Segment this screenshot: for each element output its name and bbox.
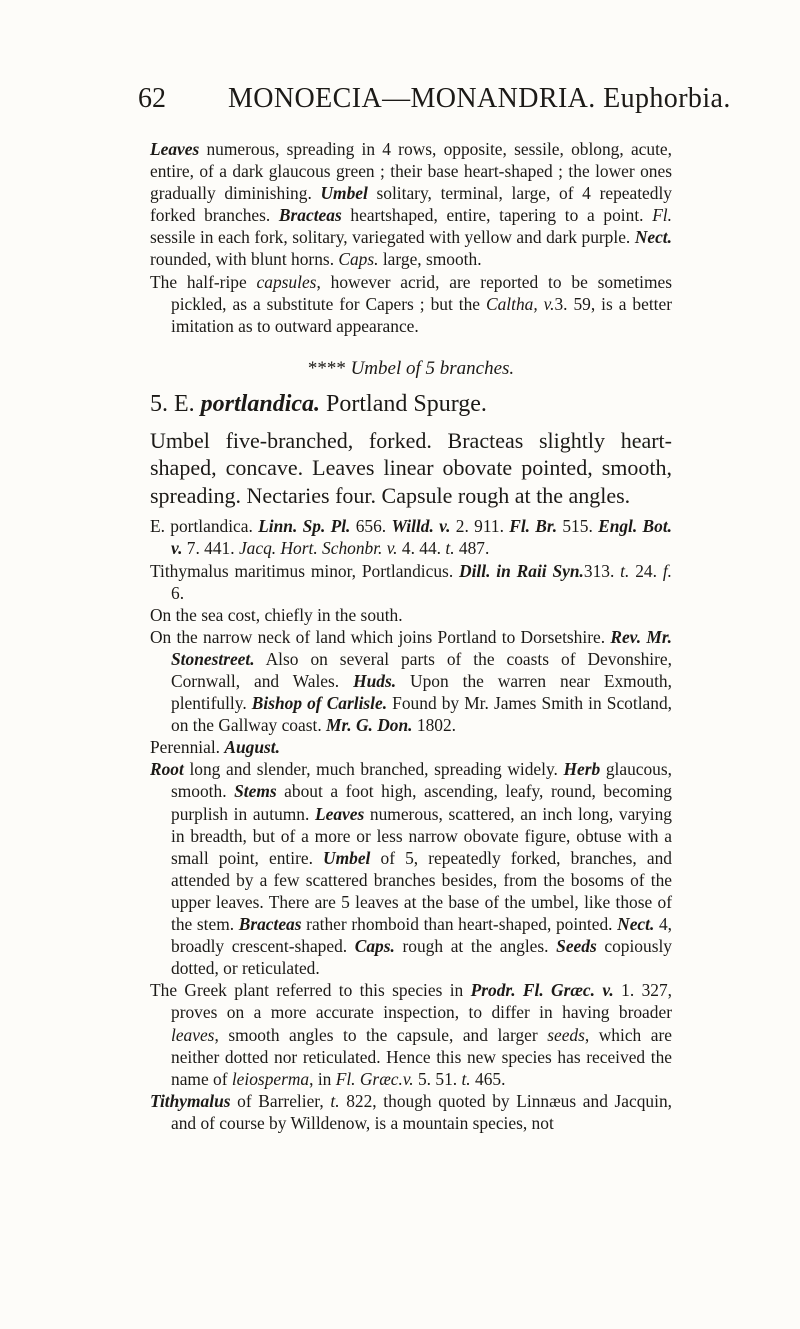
- text-column: [150, 138, 672, 1134]
- synonymy-linnaeus: E. portlandica. Linn. Sp. Pl. 656. Willd. v. 2. 911. Fl. Br. 515. Engl. Bot. v. 7. 441. Jacq. Hort. Schonbr. v. 4. 44. t. 487.: [150, 516, 673, 559]
- capsules-note: The half-ripe capsules, however acrid, are reported to be sometimes pickled, as a substitute for Capers ; but the Caltha, v.3. 59, is a better imitation as to outward appearance.: [150, 271, 673, 336]
- group-heading: **** Umbel of 5 branches.: [307, 357, 515, 379]
- description: Root long and slender, much branched, spreading widely. Herb glaucous, smooth. Stems about a foot high, ascending, leafy, round, becoming purplish in autumn. Leaves numerous, scattered, an inch long, varying in breadth, but of a more or less narrow obovate figure, obtuse with a small point, entire. Umbel of 5, repeatedly forked, branches, and attended by a few scattered branches besides, from the bosoms of the upper leaves. There are 5 leaves at the base of the umbel, like those of the stem. Bracteas rather rhomboid than heart-shaped, pointed. Nect. 4, broadly crescent-shaped. Caps. rough at the angles. Seeds copiously dotted, or reticulated.: [150, 759, 673, 979]
- species-heading: 5. E. portlandica. Portland Spurge.: [150, 390, 487, 417]
- intro-paragraph: Leaves numerous, spreading in 4 rows, opposite, sessile, oblong, acute, entire, of a dark glaucous green ; their base heart-shaped ; the lower ones gradually diminishing. Umbel solitary, terminal, large, of 4 repeatedly forked branches. Bracteas heartshaped, entire, tapering to a point. Fl. sessile in each fork, solitary, variegated with yellow and dark purple. Nect. rounded, with blunt horns. Caps. large, smooth.: [150, 139, 672, 270]
- page-header: [0, 79, 800, 119]
- running-title: MONOECIA—MONANDRIA. Euphorbia.: [228, 83, 731, 114]
- species-diagnosis: Umbel five-branched, forked. Bracteas slightly heart-shaped, concave. Leaves linear obovate pointed, smooth, spreading. Nectaries four. Capsule rough at the angles.: [150, 427, 672, 508]
- duration: Perennial. August.: [150, 737, 280, 758]
- page-number: 62: [138, 83, 166, 114]
- habitat: On the sea cost, chiefly in the south.: [150, 604, 403, 625]
- greek-plant-note: The Greek plant referred to this species in Prodr. Fl. Græc. v. 1. 327, proves on a more accurate inspection, to differ in having broader leaves, smooth angles to the capsule, and larger seeds, which are neither dotted nor reticulated. Hence this new species has received the name of leiosperma, in Fl. Græc.v. 5. 51. t. 465.: [150, 980, 672, 1089]
- localities: On the narrow neck of land which joins Portland to Dorsetshire. Rev. Mr. Stonestreet. Also on several parts of the coasts of Devonshire, Cornwall, and Wales. Huds. Upon the warren near Exmouth, plentifully. Bishop of Carlisle. Found by Mr. James Smith in Scotland, on the Gallway coast. Mr. G. Don. 1802.: [150, 626, 672, 736]
- barrelier-note: Tithymalus of Barrelier, t. 822, though quoted by Linnæus and Jacquin, and of course by Willdenow, is a mountain species, not: [150, 1090, 672, 1133]
- synonymy-tithymalus: Tithymalus maritimus minor, Portlandicus. Dill. in Raii Syn.313. t. 24. f. 6.: [150, 560, 672, 603]
